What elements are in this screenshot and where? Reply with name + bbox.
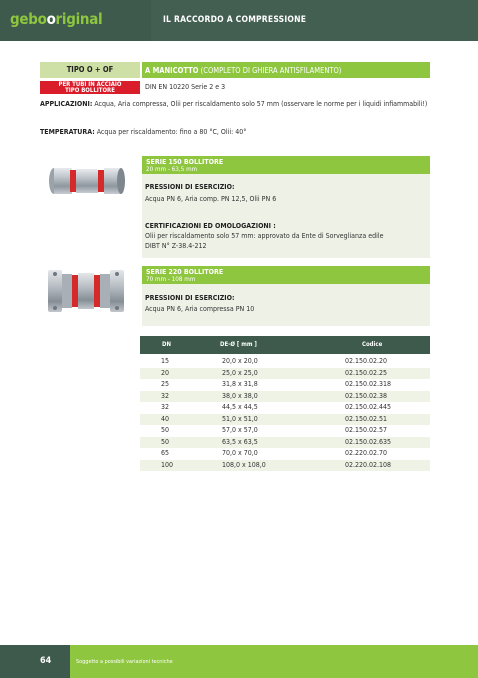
table-row bbox=[140, 391, 430, 403]
cell-dn: 65 bbox=[161, 449, 170, 457]
serie-220-pressure-label: PRESSIONI DI ESERCIZIO: bbox=[145, 294, 235, 302]
cell-code: 02.150.02.20 bbox=[345, 357, 388, 365]
type-description: A MANICOTTO (COMPLETO DI GHIERA ANTISFILAMENTO) bbox=[145, 66, 342, 75]
table-row bbox=[140, 425, 430, 437]
cell-diameter: 20,0 x 20,0 bbox=[222, 357, 258, 365]
serie-220-fitting-image bbox=[44, 266, 128, 316]
table-header bbox=[140, 336, 430, 354]
cell-diameter: 44,5 x 44,5 bbox=[222, 403, 258, 411]
serie-150-cert-number: DIBT N° Z-38.4-212 bbox=[145, 242, 207, 250]
cell-dn: 20 bbox=[161, 368, 170, 377]
cell-code: 02.150.02.51 bbox=[345, 414, 388, 423]
cell-diameter: 38,0 x 38,0 bbox=[222, 391, 258, 400]
cell-code: 02.150.02.25 bbox=[345, 368, 388, 377]
table-row bbox=[140, 356, 430, 368]
serie-220-header: SERIE 220 BOLLITORE 70 mm - 108 mm bbox=[142, 266, 430, 284]
serie-150-pressure-text: Acqua PN 6, Aria comp. PN 12,5, Olii PN 6 bbox=[145, 195, 277, 203]
cell-diameter: 31,8 x 31,8 bbox=[222, 380, 258, 388]
cell-dn: 25 bbox=[161, 380, 170, 388]
page-header-title: IL RACCORDO A COMPRESSIONE bbox=[163, 15, 307, 25]
norm-text: DIN EN 10220 Serie 2 e 3 bbox=[145, 83, 226, 91]
cell-diameter: 57,0 x 57,0 bbox=[222, 426, 258, 434]
cell-diameter: 25,0 x 25,0 bbox=[222, 368, 258, 377]
table-row bbox=[140, 368, 430, 380]
cell-dn: 32 bbox=[161, 403, 170, 411]
cell-dn: 50 bbox=[161, 437, 170, 446]
temperature-paragraph: TEMPERATURA: Acqua per riscaldamento: fino a 80 °C, Olii: 40° bbox=[40, 128, 247, 136]
type-label: TIPO O + OF bbox=[40, 62, 140, 78]
cell-dn: 100 bbox=[161, 460, 174, 469]
cell-dn: 50 bbox=[161, 426, 170, 434]
table-row bbox=[140, 448, 430, 460]
serie-150-pressure-label: PRESSIONI DI ESERCIZIO: bbox=[145, 183, 235, 191]
cell-code: 02.150.02.318 bbox=[345, 380, 392, 388]
cell-code: 02.220.02.108 bbox=[345, 460, 392, 469]
serie-150-cert-text: Olii per riscaldamento solo 57 mm: approvato da Ente di Sorveglianza edile bbox=[145, 232, 384, 240]
serie-150-cert-label: CERTIFICAZIONI ED OMOLOGAZIONI : bbox=[145, 222, 276, 230]
cell-diameter: 108,0 x 108,0 bbox=[222, 460, 266, 469]
column-header-code: Codice bbox=[362, 341, 383, 348]
serie-150-header: SERIE 150 BOLLITORE 20 mm - 63,5 mm bbox=[142, 156, 430, 174]
cell-dn: 15 bbox=[161, 357, 170, 365]
column-header-dn: DN bbox=[162, 341, 171, 348]
table-row bbox=[140, 414, 430, 426]
cell-diameter: 70,0 x 70,0 bbox=[222, 449, 258, 457]
column-header-diameter: DE-Ø [ mm ] bbox=[220, 341, 257, 348]
page-number: 64 bbox=[40, 656, 52, 666]
applications-paragraph: APPLICAZIONI: Acqua, Aria compressa, Olii per riscaldamento solo 57 mm (osservare le norme per i liquidi infiammabili!) bbox=[40, 100, 428, 108]
cell-diameter: 51,0 x 51,0 bbox=[222, 414, 258, 423]
cell-code: 02.150.02.57 bbox=[345, 426, 388, 434]
cell-dn: 32 bbox=[161, 391, 170, 400]
serie-220-pressure-text: Acqua PN 6, Aria compressa PN 10 bbox=[145, 305, 255, 313]
cell-code: 02.150.02.445 bbox=[345, 403, 392, 411]
cell-code: 02.150.02.635 bbox=[345, 437, 392, 446]
cell-code: 02.150.02.38 bbox=[345, 391, 388, 400]
footer-left-band bbox=[0, 645, 70, 678]
gebo-logo: gebooriginal bbox=[10, 10, 103, 28]
footer-note: Soggetto a possibili variazioni tecniche bbox=[76, 659, 173, 665]
cell-diameter: 63,5 x 63,5 bbox=[222, 437, 258, 446]
table-row bbox=[140, 379, 430, 391]
table-row bbox=[140, 437, 430, 449]
cell-dn: 40 bbox=[161, 414, 170, 423]
steel-pipe-label: PER TUBI IN ACCIAIO TIPO BOLLITORE bbox=[40, 81, 140, 94]
serie-150-fitting-image bbox=[48, 160, 126, 202]
table-row bbox=[140, 460, 430, 472]
cell-code: 02.220.02.70 bbox=[345, 449, 388, 457]
table-row bbox=[140, 402, 430, 414]
